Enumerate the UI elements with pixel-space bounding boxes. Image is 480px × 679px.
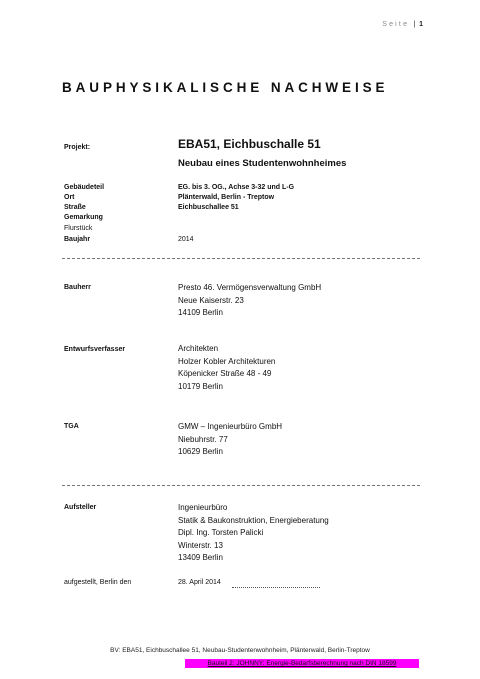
gemarkung-label: Gemarkung [64,214,103,221]
divider [62,258,420,259]
flurstueck-label: Flurstück [64,225,93,232]
aufsteller-block [178,502,329,565]
bauherr-line: Neue Kaiserstr. 23 [178,295,244,305]
tga-line: GMW – Ingenieurbüro GmbH [178,422,283,431]
entwurfsverfasser-block [178,343,275,393]
tga-block [178,421,282,459]
baujahr-value: 2014 [178,236,194,243]
bauherr-block [178,282,321,320]
document-title: BAUPHYSIKALISCHE NACHWEISE [62,80,389,95]
aufsteller-line: Ingenieurbüro [178,503,228,512]
entwurfsverfasser-label: Entwurfsverfasser [64,346,126,353]
entwurfsverfasser-line: 10179 Berlin [178,381,223,391]
projekt-subtitle: Neubau eines Studentenwohnheimes [178,158,347,169]
projekt-name: EBA51, Eichbuschalle 51 [178,137,321,151]
ort-label: Ort [64,194,75,201]
divider [62,485,420,486]
signature-line [232,581,320,588]
header-separator: | [413,21,420,28]
tga-line: 10629 Berlin [178,447,223,456]
tga-label: TGA [64,423,79,430]
footer-part-line: Bauteil 2: JOHNNY: Energie-Bedarfsberechnung nach DIN 18599 [207,660,397,667]
page-number: 1 [419,21,423,28]
strasse-value: Eichbuschallee 51 [178,204,239,211]
footer-project-line: BV: EBA51, Eichbuschallee 51, Neubau-Studentenwohnheim, Plänterwald, Berlin-Treptow [110,647,370,654]
signature-label: aufgestellt, Berlin den [64,579,132,586]
entwurfsverfasser-line: Holzer Kobler Architekturen [178,356,276,366]
baujahr-label: Baujahr [64,236,91,243]
aufsteller-line: 13409 Berlin [178,553,223,562]
bauherr-label: Bauherr [64,284,91,291]
entwurfsverfasser-line: Köpenicker Straße 48 - 49 [178,369,272,378]
projekt-label: Projekt: [64,144,91,151]
gebaeudeteil-value: EG. bis 3. OG., Achse 3-32 und L-G [178,184,295,191]
signature-date: 28. April 2014 [178,579,221,586]
gebaeudeteil-label: Gebäudeteil [64,184,105,191]
footer-highlight [185,659,419,668]
bauherr-line: Presto 46. Vermögensverwaltung GmbH [178,283,322,292]
tga-line: Niebuhrstr. 77 [178,434,228,444]
strasse-label: Straße [64,204,86,211]
aufsteller-line: Dipl. Ing. Torsten Palicki [178,528,264,537]
ort-value: Plänterwald, Berlin - Treptow [178,194,275,201]
aufsteller-line: Statik & Baukonstruktion, Energieberatung [178,515,329,525]
aufsteller-label: Aufsteller [64,504,97,511]
bauherr-line: 14109 Berlin [178,308,223,317]
page-header [382,21,423,28]
page-label: Seite [382,21,410,28]
aufsteller-line: Winterstr. 13 [178,540,223,550]
entwurfsverfasser-line: Architekten [178,344,219,353]
